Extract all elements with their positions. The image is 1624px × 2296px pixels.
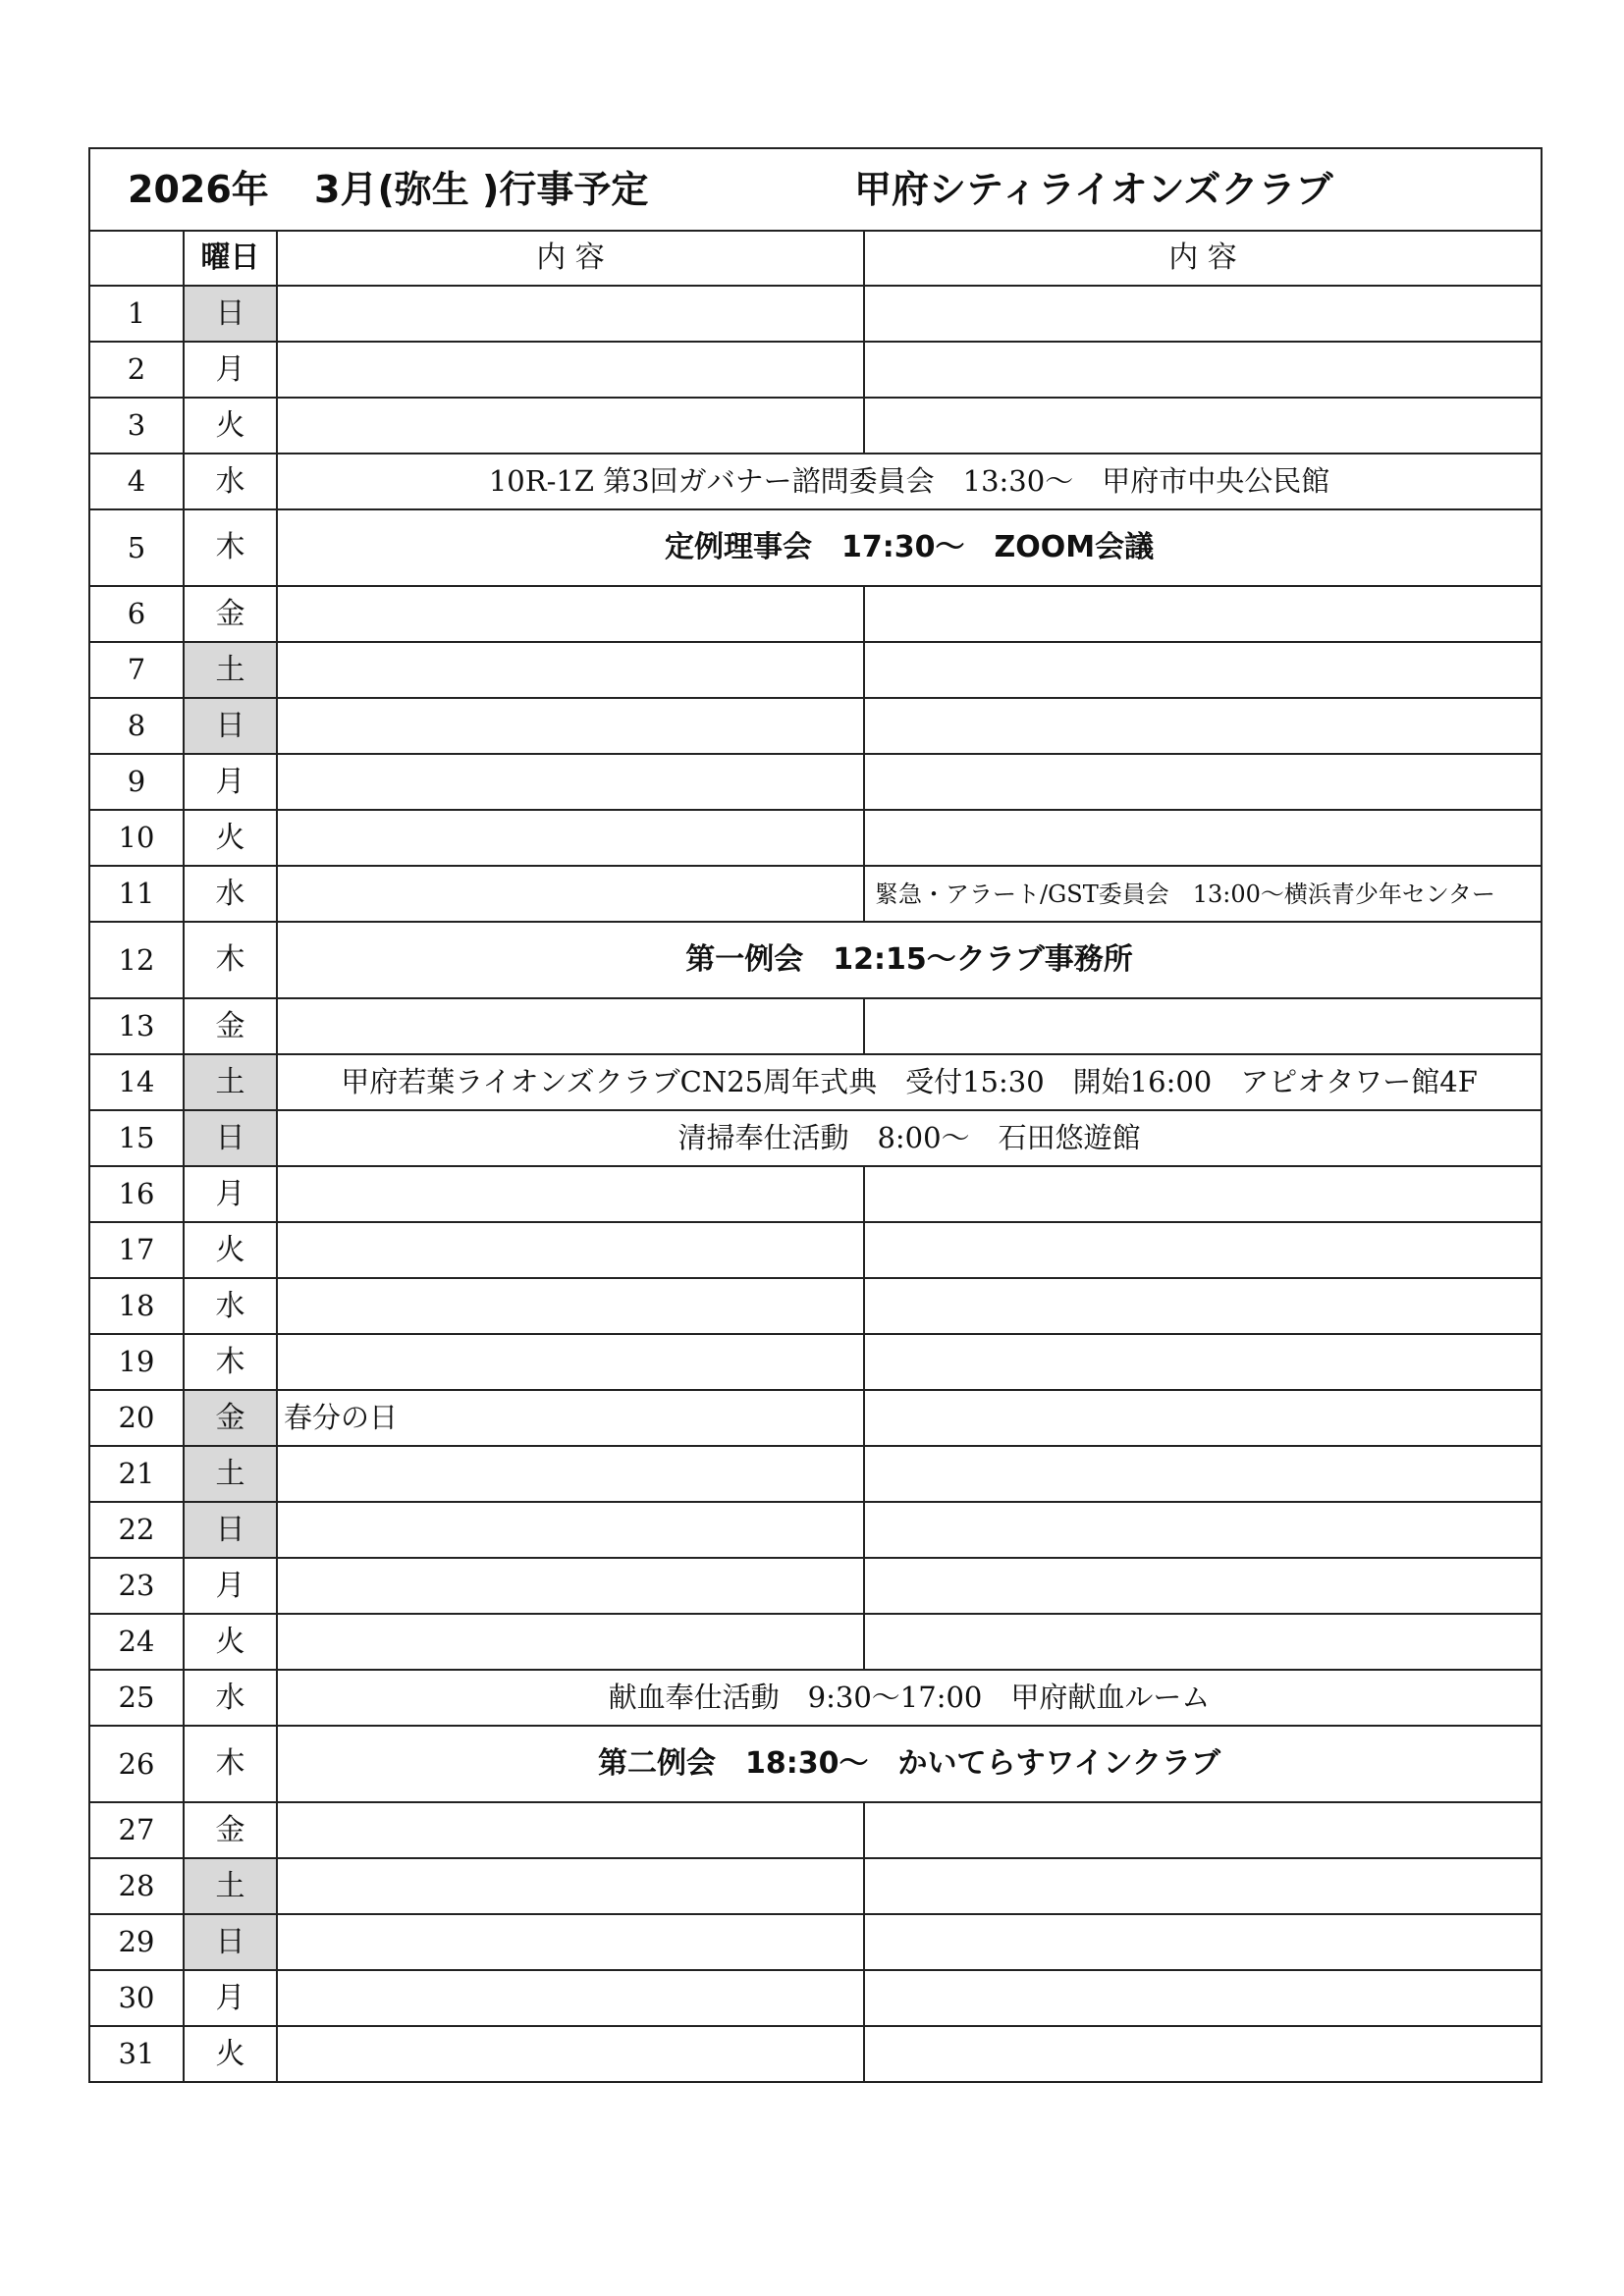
content-left-cell [277,642,864,698]
event-cell: 第一例会 12:15～クラブ事務所 [277,922,1542,998]
day-number: 14 [89,1054,184,1110]
content-left-cell [277,1334,864,1390]
day-of-week: 土 [184,642,277,698]
content-left-cell [277,1166,864,1222]
day-of-week: 火 [184,398,277,454]
content-right-cell [864,998,1542,1054]
content-left-cell [277,1222,864,1278]
content-right-cell [864,1614,1542,1670]
content-right-cell [864,1166,1542,1222]
day-of-week: 水 [184,866,277,922]
day-row [89,1390,1542,1446]
day-number: 26 [89,1726,184,1802]
event-cell: 第二例会 18:30～ かいてらすワインクラブ [277,1726,1542,1802]
day-number: 1 [89,286,184,342]
event-cell: 清掃奉仕活動 8:00～ 石田悠遊館 [277,1110,1542,1166]
content-left-cell [277,754,864,810]
content-left-cell [277,398,864,454]
day-row [89,398,1542,454]
day-row [89,1802,1542,1858]
day-number: 12 [89,922,184,998]
day-of-week: 月 [184,342,277,398]
schedule-sheet [88,147,1541,2083]
title-club-name: 甲府シティライオンズクラブ [854,168,1333,211]
day-number: 10 [89,810,184,866]
day-row [89,454,1542,509]
content-left-cell [277,1278,864,1334]
day-row [89,1558,1542,1614]
day-number: 2 [89,342,184,398]
day-number: 21 [89,1446,184,1502]
content-left-cell [277,342,864,398]
content-left-cell [277,1802,864,1858]
day-row [89,1278,1542,1334]
day-of-week: 日 [184,1110,277,1166]
event-cell: 10R-1Z 第3回ガバナー諮問委員会 13:30～ 甲府市中央公民館 [277,454,1542,509]
day-number: 27 [89,1802,184,1858]
day-number: 19 [89,1334,184,1390]
day-of-week: 土 [184,1858,277,1914]
event-cell: 定例理事会 17:30～ ZOOM会議 [277,509,1542,586]
day-number: 25 [89,1670,184,1726]
day-number: 4 [89,454,184,509]
content-right-cell [864,1558,1542,1614]
content-left-cell [277,1970,864,2026]
content-right-cell [864,698,1542,754]
day-row [89,1054,1542,1110]
content-right-cell [864,642,1542,698]
day-number: 8 [89,698,184,754]
day-number: 29 [89,1914,184,1970]
day-of-week: 木 [184,922,277,998]
day-row [89,810,1542,866]
day-of-week: 土 [184,1054,277,1110]
day-row [89,1858,1542,1914]
content-right-cell [864,1858,1542,1914]
content-left-cell: 春分の日 [277,1390,864,1446]
day-row [89,642,1542,698]
day-number: 20 [89,1390,184,1446]
content-left-cell [277,1858,864,1914]
day-number: 28 [89,1858,184,1914]
day-number: 22 [89,1502,184,1558]
header-content-left: 内 容 [277,231,864,286]
day-row [89,1726,1542,1802]
content-right-cell [864,1334,1542,1390]
day-row [89,922,1542,998]
day-number: 11 [89,866,184,922]
day-of-week: 木 [184,1334,277,1390]
schedule-title [89,148,1542,231]
day-row [89,342,1542,398]
content-right-cell [864,286,1542,342]
day-of-week: 水 [184,1278,277,1334]
content-right-cell [864,810,1542,866]
content-right-cell [864,1970,1542,2026]
day-of-week: 日 [184,1502,277,1558]
content-right-cell [864,1446,1542,1502]
day-row [89,1110,1542,1166]
content-left-cell [277,286,864,342]
content-left-cell [277,866,864,922]
day-of-week: 火 [184,810,277,866]
day-row [89,1502,1542,1558]
content-left-cell [277,586,864,642]
content-right-cell [864,1914,1542,1970]
event-cell: 献血奉仕活動 9:30～17:00 甲府献血ルーム [277,1670,1542,1726]
day-row [89,698,1542,754]
day-number: 3 [89,398,184,454]
day-number: 5 [89,509,184,586]
day-number: 24 [89,1614,184,1670]
day-of-week: 木 [184,1726,277,1802]
event-cell: 甲府若葉ライオンズクラブCN25周年式典 受付15:30 開始16:00 アピオタワー館4F [277,1054,1542,1110]
day-of-week: 火 [184,2026,277,2082]
content-left-cell [277,998,864,1054]
day-of-week: 金 [184,1390,277,1446]
day-of-week: 日 [184,286,277,342]
content-right-cell [864,342,1542,398]
day-row [89,1334,1542,1390]
content-left-cell [277,1502,864,1558]
day-row [89,509,1542,586]
day-row [89,1614,1542,1670]
day-number: 13 [89,998,184,1054]
header-dow: 曜日 [184,231,277,286]
day-of-week: 月 [184,1166,277,1222]
day-of-week: 水 [184,454,277,509]
day-row [89,1222,1542,1278]
content-left-cell [277,1614,864,1670]
day-row [89,286,1542,342]
day-of-week: 水 [184,1670,277,1726]
content-right-cell [864,1390,1542,1446]
day-of-week: 金 [184,998,277,1054]
day-row [89,586,1542,642]
content-left-cell [277,810,864,866]
day-of-week: 金 [184,586,277,642]
title-row [89,148,1542,231]
content-right-cell [864,1502,1542,1558]
day-of-week: 日 [184,1914,277,1970]
content-right-cell [864,398,1542,454]
day-number: 9 [89,754,184,810]
day-row [89,1446,1542,1502]
content-left-cell [277,2026,864,2082]
title-year: 2026年 [128,168,269,211]
content-left-cell [277,1914,864,1970]
day-row [89,1166,1542,1222]
day-row [89,998,1542,1054]
day-row [89,1670,1542,1726]
day-number: 17 [89,1222,184,1278]
day-of-week: 木 [184,509,277,586]
day-number: 7 [89,642,184,698]
day-number: 30 [89,1970,184,2026]
content-right-cell: 緊急・アラート/GST委員会 13:00～横浜青少年センター [864,866,1542,922]
day-of-week: 金 [184,1802,277,1858]
day-row [89,1914,1542,1970]
day-row [89,1970,1542,2026]
day-number: 31 [89,2026,184,2082]
title-month: 3月(弥生 )行事予定 [314,168,649,211]
day-row [89,2026,1542,2082]
day-of-week: 火 [184,1222,277,1278]
day-of-week: 月 [184,1970,277,2026]
content-right-cell [864,1802,1542,1858]
header-content-right: 内 容 [864,231,1542,286]
day-number: 15 [89,1110,184,1166]
day-row [89,754,1542,810]
content-right-cell [864,586,1542,642]
header-date-blank [89,231,184,286]
content-left-cell [277,1558,864,1614]
day-of-week: 土 [184,1446,277,1502]
day-row [89,866,1542,922]
schedule-table [88,147,1543,2083]
day-number: 23 [89,1558,184,1614]
day-number: 18 [89,1278,184,1334]
day-number: 16 [89,1166,184,1222]
content-left-cell [277,698,864,754]
header-row [89,231,1542,286]
content-left-cell [277,1446,864,1502]
day-of-week: 日 [184,698,277,754]
day-of-week: 火 [184,1614,277,1670]
day-of-week: 月 [184,754,277,810]
content-right-cell [864,754,1542,810]
content-right-cell [864,2026,1542,2082]
day-of-week: 月 [184,1558,277,1614]
day-number: 6 [89,586,184,642]
content-right-cell [864,1222,1542,1278]
content-right-cell [864,1278,1542,1334]
